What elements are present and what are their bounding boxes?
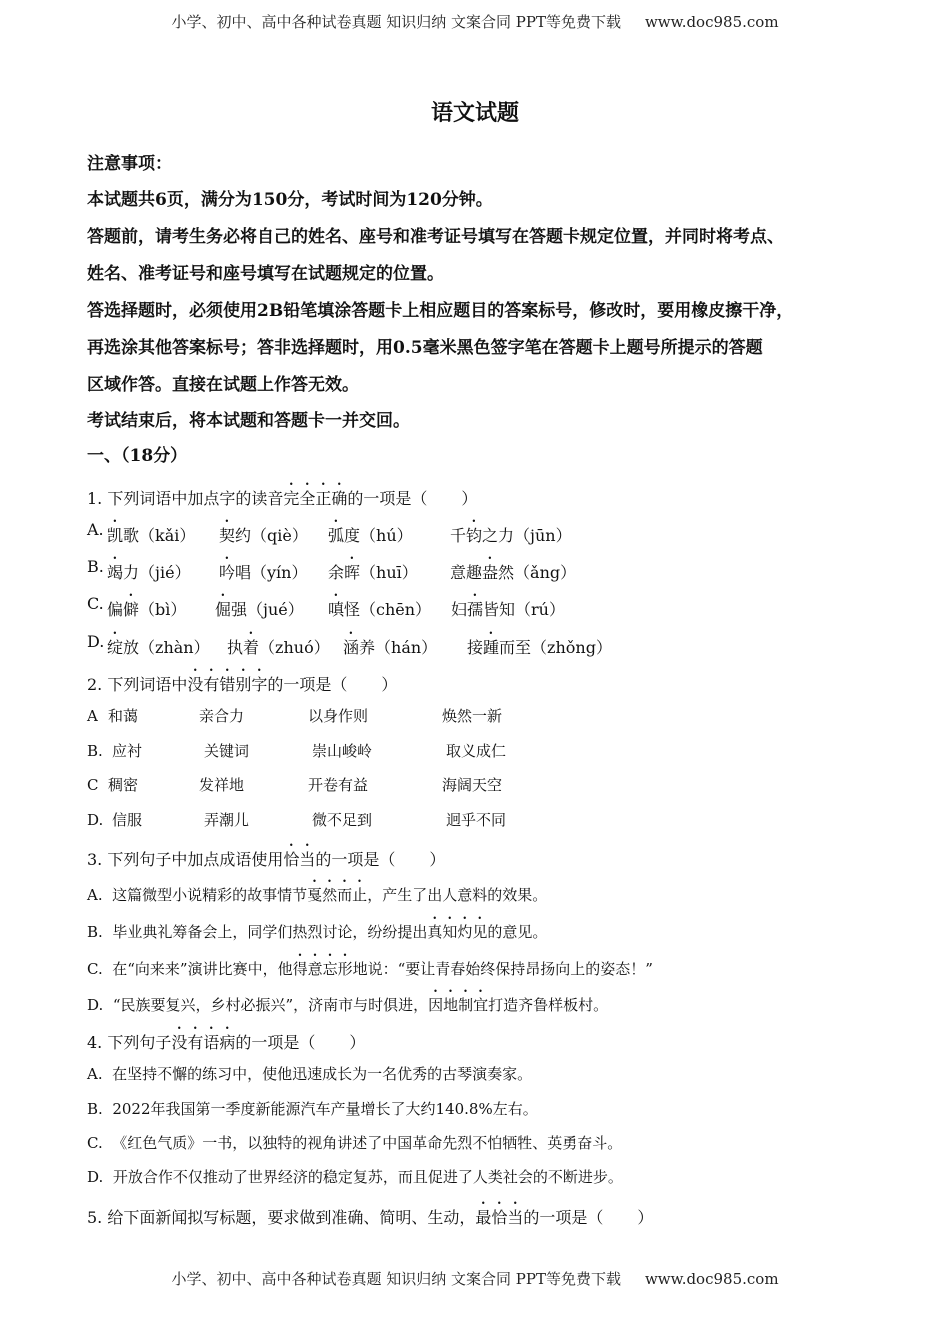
emphasis-text: 完全正确	[283, 489, 348, 508]
question-4-option-d: D. 开放合作不仅推动了世界经济的稳定复苏，而且促进了人类社会的不断进步。	[87, 1168, 623, 1186]
notice-item-3-line-1: 答选择题时，必须使用2B铅笔填涂答题卡上相应题目的答案标号，修改时，要用橡皮擦干净，	[87, 301, 794, 321]
section-heading: 一、（18分）	[87, 446, 188, 466]
question-4-stem: 4. 下列句子没有语病的一项是（ ）	[87, 1033, 366, 1052]
notice-item-3-line-3: 区域作答。直接在试题上作答无效。	[87, 375, 359, 395]
footer-text: 小学、初中、高中各种试卷真题 知识归纳 文案合同 PPT等免费下载	[171, 1270, 621, 1288]
question-4-option-a: A. 在坚持不懈的练习中，使他迅速成长为一名优秀的古琴演奏家。	[87, 1065, 533, 1083]
question-3-stem: 3. 下列句子中加点成语使用恰当的一项是（ ）	[87, 850, 446, 869]
notice-item-2-line-1: 答题前，请考生务必将自己的姓名、座号和准考证号填写在答题卡规定位置，并同时将考点、	[87, 227, 784, 247]
emphasis-text: 最恰当	[475, 1208, 524, 1227]
page-footer	[0, 1269, 950, 1289]
question-5-stem: 5. 给下面新闻拟写标题，要求做到准确、简明、生动，最恰当的一项是（ ）	[87, 1208, 654, 1227]
question-4-option-b: B. 2022年我国第一季度新能源汽车产量增长了大约140.8%左右。	[87, 1100, 538, 1118]
question-3-option-c: C. 在“向来来”演讲比赛中，他得意忘形地说：“要让青春始终保持昂扬向上的姿态！”	[87, 960, 653, 978]
notice-item-3-line-2: 再选涂其他答案标号；答非选择题时，用0.5毫米黑色签字笔在答题卡上题号所提示的答题	[87, 338, 763, 358]
emphasis-text: 没有语病	[171, 1033, 236, 1052]
question-3-option-a: A. 这篇微型小说精彩的故事情节戛然而止，产生了出人意料的效果。	[87, 886, 548, 904]
question-3-option-b: B. 毕业典礼筹备会上，同学们热烈讨论，纷纷提出真知灼见的意见。	[87, 923, 548, 941]
question-3-option-d: D. “民族要复兴，乡村必振兴”，济南市与时俱进，因地制宜打造齐鲁样板村。	[87, 996, 609, 1014]
header-url[interactable]: www.doc985.com	[644, 13, 779, 31]
page-header	[0, 12, 950, 32]
question-4-option-c: C. 《红色气质》一书，以独特的视角讲述了中国革命先烈不怕牺牲、英勇奋斗。	[87, 1134, 623, 1152]
notice-item-2-line-2: 姓名、准考证号和座号填写在试题规定的位置。	[87, 264, 444, 284]
notice-item-4: 考试结束后，将本试题和答题卡一并交回。	[87, 411, 410, 431]
notice-heading: 注意事项：	[87, 154, 172, 174]
emphasis-text: 恰当	[283, 850, 316, 869]
emphasis-text: 没有错别字	[187, 675, 268, 694]
question-2-stem: 2. 下列词语中没有错别字的一项是（ ）	[87, 675, 398, 694]
page-title: 语文试题	[430, 100, 519, 126]
footer-url[interactable]: www.doc985.com	[644, 1270, 779, 1288]
notice-item-1: 本试题共6页，满分为150分，考试时间为120分钟。	[87, 190, 493, 210]
question-1-stem: 1. 下列词语中加点字的读音完全正确的一项是（ ）	[87, 489, 478, 508]
header-text: 小学、初中、高中各种试卷真题 知识归纳 文案合同 PPT等免费下载	[171, 13, 621, 31]
